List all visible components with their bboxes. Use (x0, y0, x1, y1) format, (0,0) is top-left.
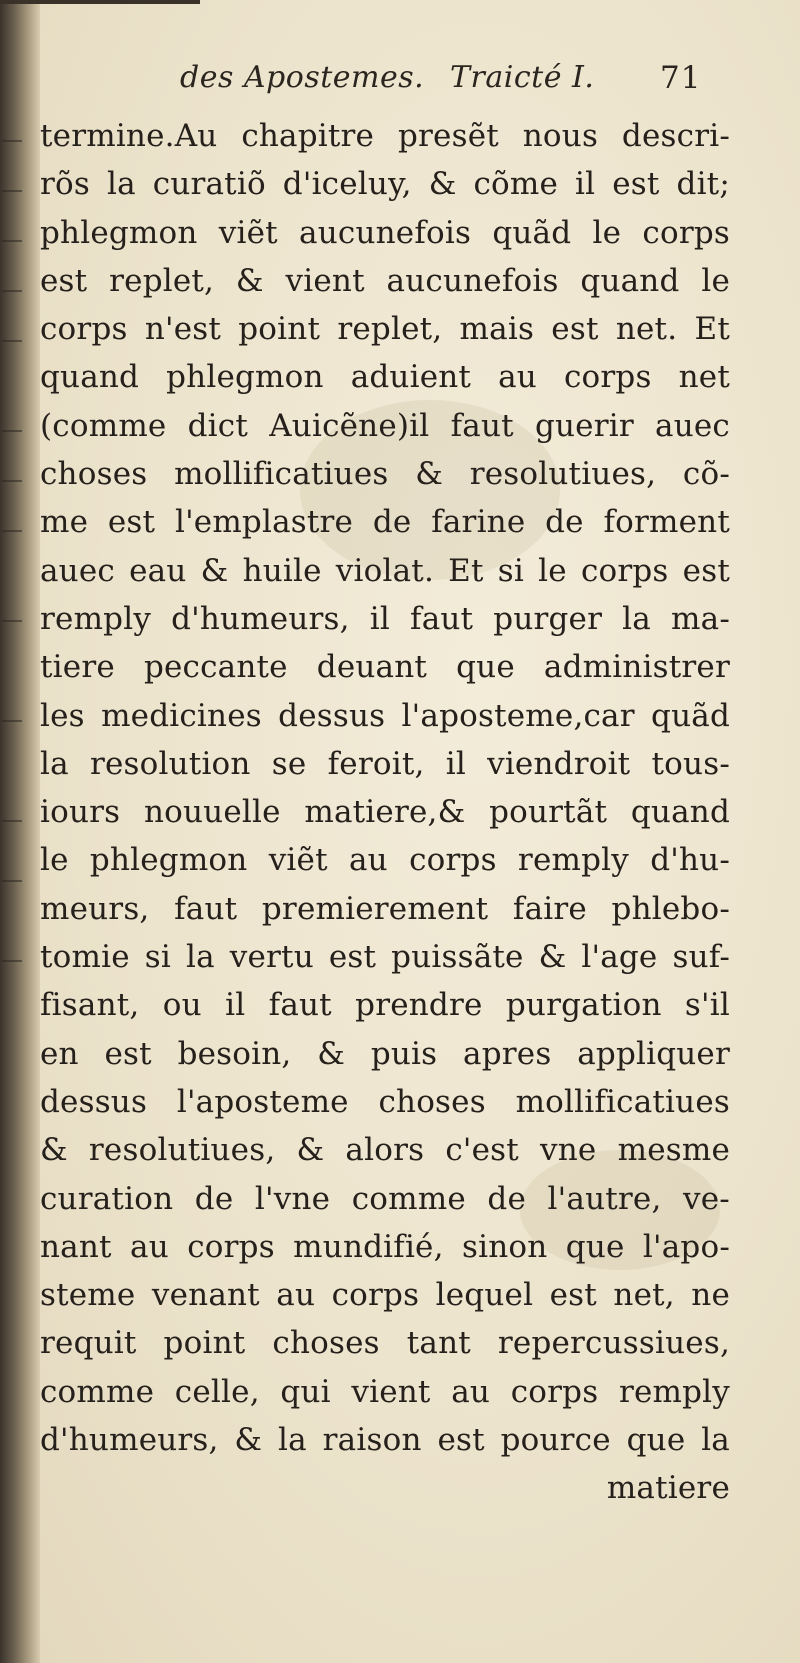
gutter-mark (2, 820, 22, 822)
running-header (150, 60, 720, 112)
text-line: les medicines dessus l'aposteme,car quãd (40, 697, 730, 734)
text-line: meurs, faut premierement faire phlebo- (40, 890, 730, 927)
text-line: choses mollificatiues & resolutiues, cõ- (40, 456, 730, 493)
gutter-mark (2, 190, 22, 192)
text-line: la resolution se feroit, il viendroit tous- (40, 745, 730, 782)
gutter-mark (2, 880, 22, 882)
text-line: remply d'humeurs, il faut purger la ma- (40, 600, 730, 637)
text-line: termine.Au chapitre presẽt nous descri- (40, 118, 730, 154)
text-line: d'humeurs, & la raison est pource que la (40, 1422, 730, 1459)
text-line: corps n'est point replet, mais est net. Et (40, 311, 730, 348)
gutter-mark (2, 290, 22, 292)
text-line: comme celle, qui vient au corps remply (40, 1373, 730, 1410)
text-line: dessus l'aposteme choses mollificatiues (40, 1083, 730, 1120)
text-line: est replet, & vient aucunefois quand le (40, 262, 730, 299)
gutter-mark (2, 530, 22, 532)
text-line: nant au corps mundifié, sinon que l'apo- (40, 1228, 730, 1265)
text-line: auec eau & huile violat. Et si le corps est (40, 552, 730, 589)
page-number: 71 (660, 60, 702, 96)
text-line: requit point choses tant repercussiues, (40, 1325, 730, 1362)
text-line: le phlegmon viẽt au corps remply d'hu- (40, 842, 730, 879)
gutter-mark (2, 720, 22, 722)
text-line: iours nouuelle matiere,& pourtãt quand (40, 794, 730, 831)
gutter-mark (2, 960, 22, 962)
text-line: me est l'emplastre de farine de forment (40, 504, 730, 541)
gutter-mark (2, 480, 22, 482)
text-line: rõs la curatiõ d'iceluy, & cõme il est dit; (40, 166, 730, 203)
text-line: quand phlegmon aduient au corps net (40, 359, 730, 396)
text-line: (comme dict Auicẽne)il faut guerir auec (40, 407, 730, 444)
binding-gutter (0, 0, 40, 1663)
gutter-mark (2, 620, 22, 622)
text-line: tiere peccante deuant que administrer (40, 649, 730, 686)
text-line: tomie si la vertu est puissãte & l'age suf- (40, 939, 730, 976)
body-text (40, 112, 730, 1513)
text-line: en est besoin, & puis apres appliquer (40, 1035, 730, 1072)
gutter-mark (2, 140, 22, 142)
page-top-edge (0, 0, 200, 4)
text-line: steme venant au corps lequel est net, ne (40, 1277, 730, 1314)
gutter-mark (2, 240, 22, 242)
text-line: fisant, ou il faut prendre purgation s'il (40, 987, 730, 1024)
gutter-mark (2, 340, 22, 342)
text-line: & resolutiues, & alors c'est vne mesme (40, 1132, 730, 1169)
catchword: matiere (606, 1470, 730, 1507)
text-line: phlegmon viẽt aucunefois quãd le corps (40, 214, 730, 251)
running-title: des Apostemes. (180, 60, 425, 95)
text-line: curation de l'vne comme de l'autre, ve- (40, 1180, 730, 1217)
gutter-mark (2, 430, 22, 432)
treatise-label: Traicté I. (450, 60, 595, 95)
